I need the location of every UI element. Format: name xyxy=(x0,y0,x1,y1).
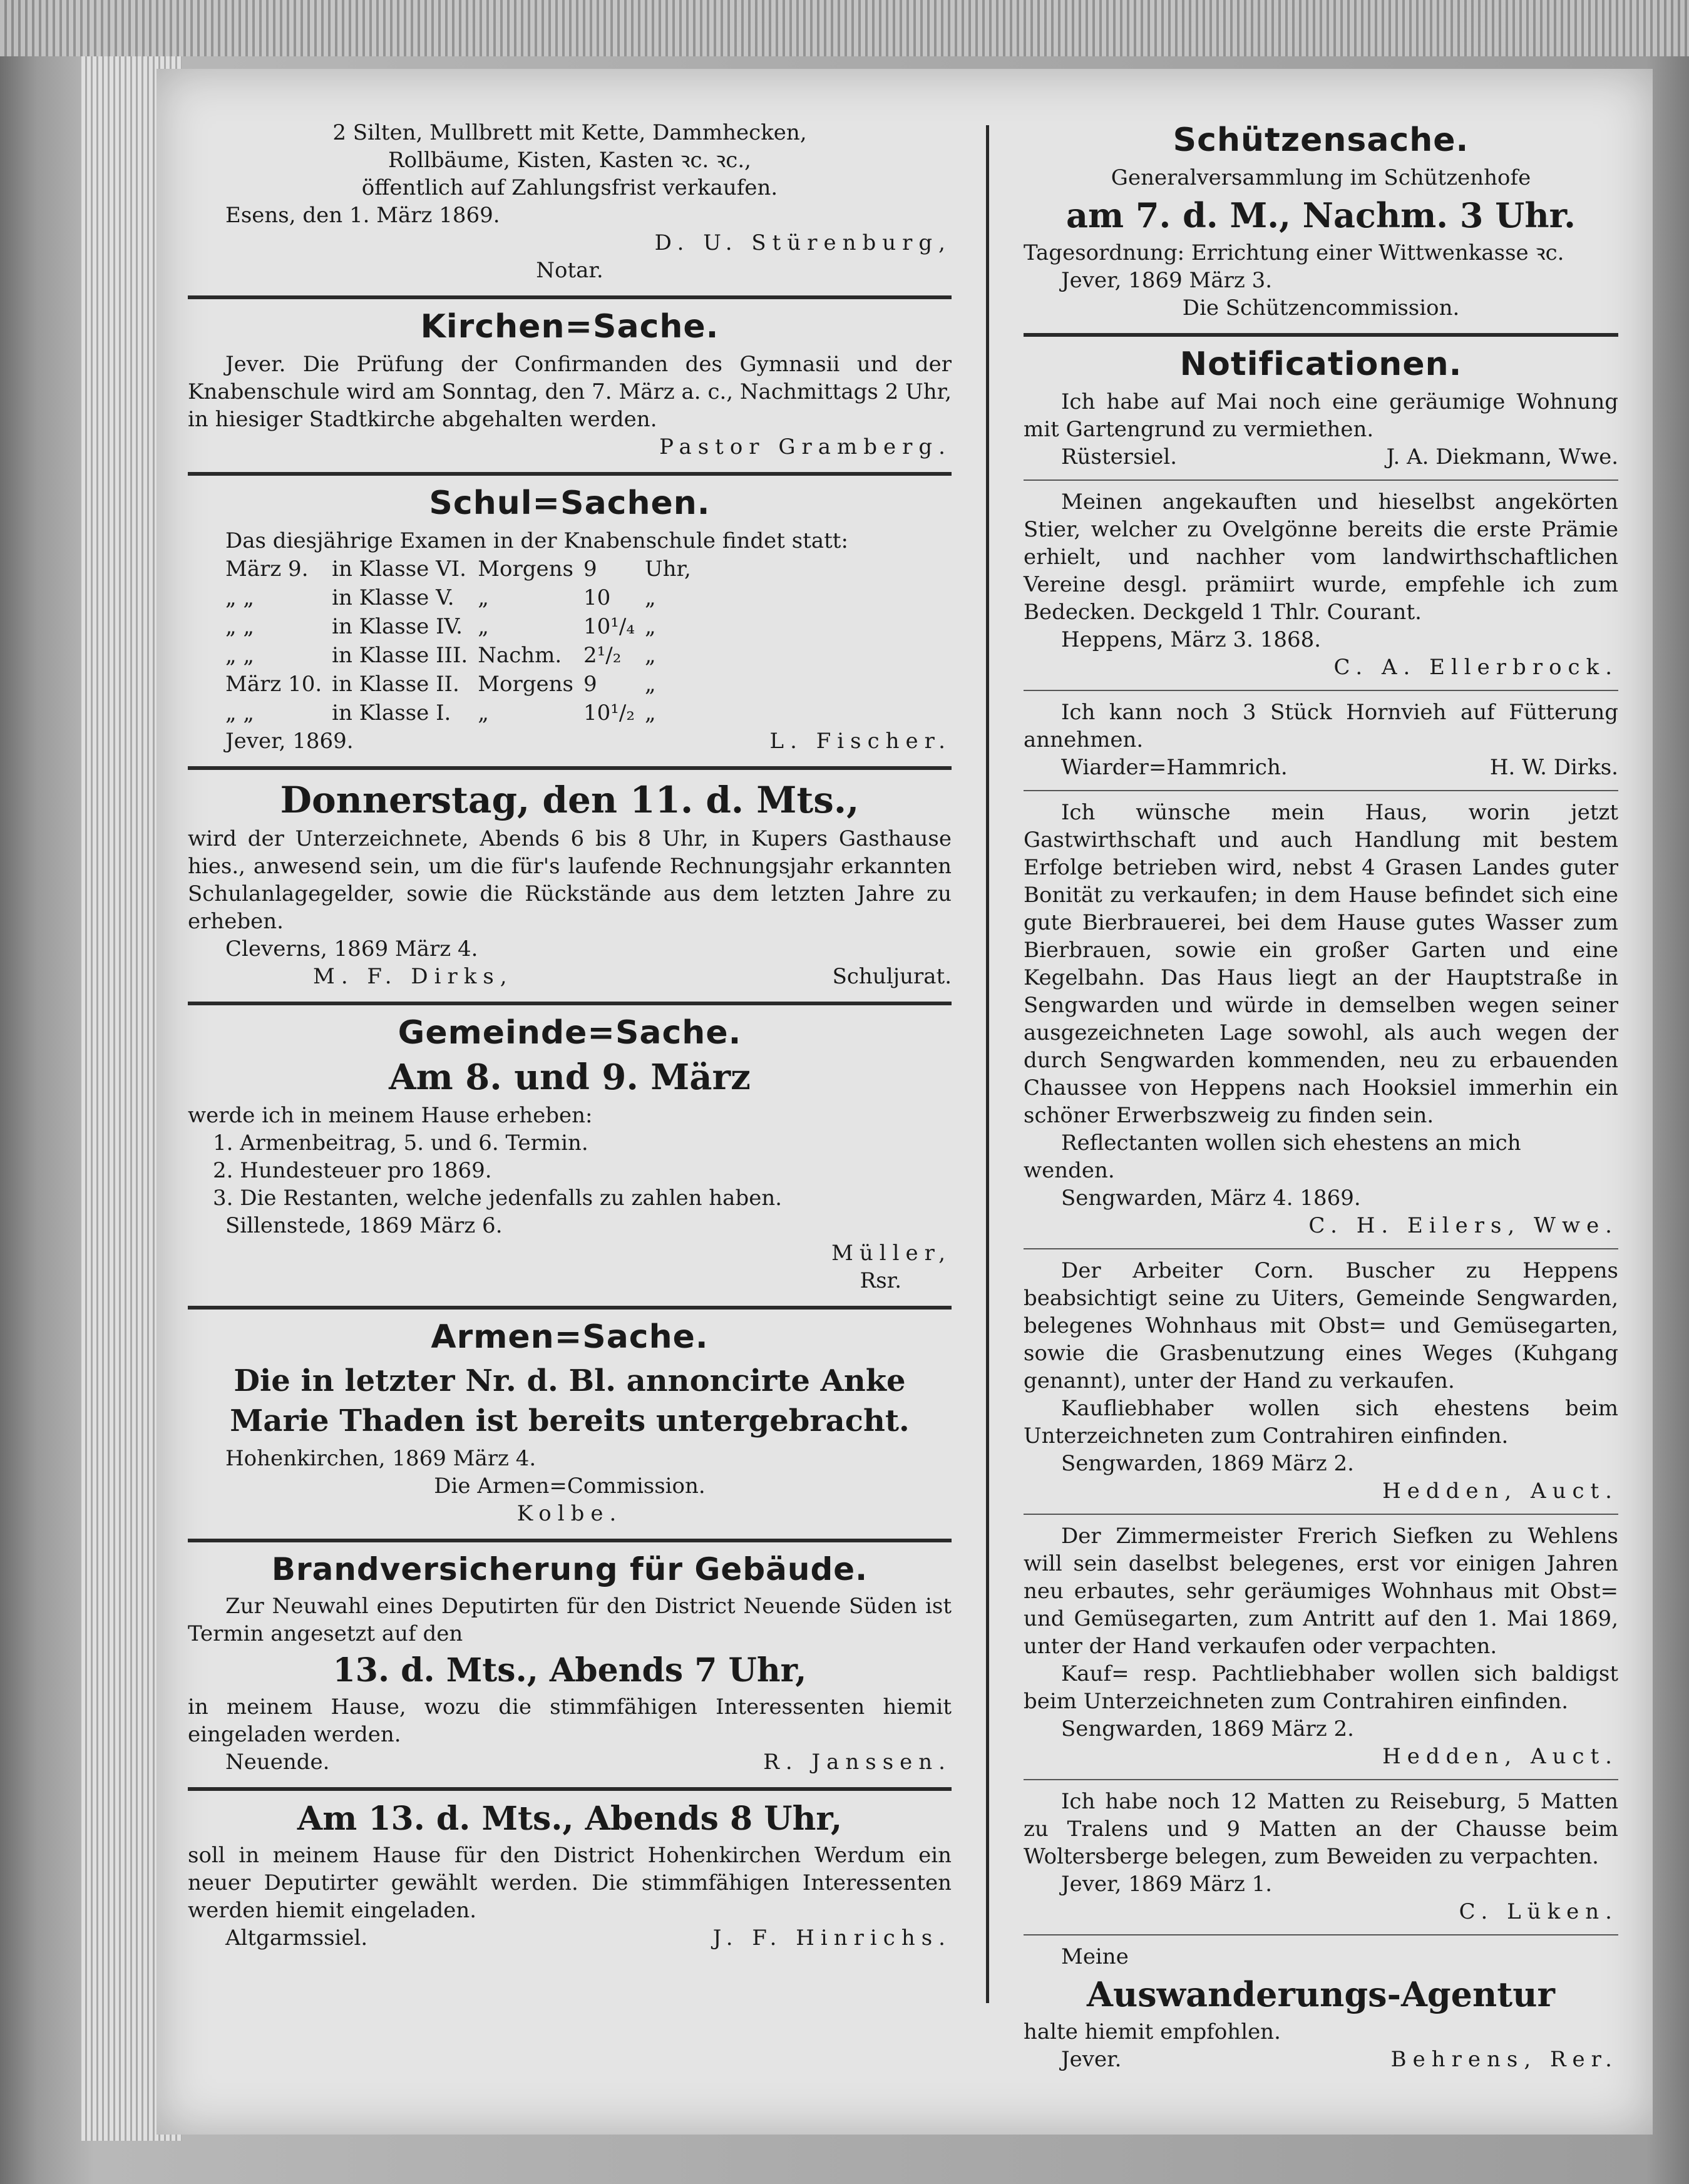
separator xyxy=(1024,1514,1618,1515)
am13-place: Altgarmssiel. xyxy=(225,1925,368,1951)
notif-signer: C. H. Eilers, Wwe. xyxy=(1308,1213,1618,1238)
notif-footer xyxy=(1024,2046,1618,2073)
schedule-cell: März 9. xyxy=(225,556,309,582)
donnerstag-text: wird der Unterzeichnete, Abends 6 bis 8 Uhr, in Kupers Gasthause hies., anwesend sein, um die für's laufende Rechnungsjahr erkannten Schulanlagegelder, sowie die Rückstände aus dem letzten Jahre zu erheben. xyxy=(188,826,952,934)
gemeinde-item: 1. Armenbeitrag, 5. und 6. Termin. xyxy=(213,1130,588,1156)
schuetzen-agenda: Tagesordnung: Errichtung einer Wittwenkasse ꝛc. xyxy=(1024,240,1564,265)
notif-footer xyxy=(1024,754,1618,781)
gemeinde-section xyxy=(188,1014,952,1295)
am13-big: Am 13. d. Mts., Abends 8 Uhr, xyxy=(297,1800,843,1838)
top-notice-date: Esens, den 1. März 1869. xyxy=(225,203,500,228)
schedule-cell: Morgens xyxy=(478,556,573,582)
donnerstag-date: Cleverns, 1869 März 4. xyxy=(225,936,478,961)
agentur-heading: Auswanderungs-Agentur xyxy=(1087,1974,1555,2014)
schul-signer: L. Fischer. xyxy=(769,729,952,754)
brand-big: 13. d. Mts., Abends 7 Uhr, xyxy=(332,1651,807,1689)
brand-footer xyxy=(188,1748,952,1776)
schedule-cell: „ xyxy=(478,585,489,610)
donnerstag-section xyxy=(188,779,952,990)
schedule-cell: 9 xyxy=(583,556,597,582)
schedule-cell: in Klasse VI. xyxy=(332,556,466,582)
gemeinde-date: Sillenstede, 1869 März 6. xyxy=(225,1213,503,1238)
schedule-cell: „ xyxy=(478,614,489,639)
notif-text: Meinen angekauften und hieselbst angekörten Stier, welcher zu Ovelgönne bereits die erste Prämie erhielt, und nachher vom landwirthschaftlichen Vereine desgl. prämiirt wurde, empfehle ich zum Bedecken. Deckgeld 1 Thlr. Courant. xyxy=(1024,490,1618,625)
armen-big: Die in letzter Nr. d. Bl. annoncirte Anke Marie Thaden ist bereits untergebracht. xyxy=(230,1363,910,1438)
top-notice xyxy=(188,119,952,284)
am13-footer xyxy=(188,1924,952,1952)
notif-place: Wiarder=Hammrich. xyxy=(1061,755,1288,780)
top-notice-line: öffentlich auf Zahlungsfrist verkaufen. xyxy=(361,175,778,200)
notif-date: Jever, 1869 März 1. xyxy=(1061,1872,1273,1897)
notif-text: Ich wünsche mein Haus, worin jetzt Gastwirthschaft und auch Handlung mit bestem Erfolge betrieben wird, nebst 4 Grasen Landes guter Bonität zu verkaufen; in dem Hause befindet sich eine gute Bierbrauerei, bei dem Hause gutes Wasser zum Bierbrauen, sowie ein großer Garten und eine Kegelbahn. Das Haus liegt an der Hauptstraße in Sengwarden und würde in demselben wegen seiner ausgezeichneten Lage sowohl, als auch wegen der durch Sengwarden kommenden, neu zu erbauenden Chaussee von Heppens nach Hooksiel immerhin ein schöner Erwerbszweig zu finden sein. xyxy=(1024,800,1618,1128)
gemeinde-role: Rsr. xyxy=(860,1268,901,1293)
schedule-cell: 10¹/₂ xyxy=(583,700,635,725)
schedule-cell: in Klasse II. xyxy=(332,672,459,697)
brand-heading: Brandversicherung für Gebäude. xyxy=(271,1551,868,1587)
notif-signer: Hedden, Auct. xyxy=(1382,1744,1618,1769)
armen-org: Die Armen=Commission. xyxy=(434,1474,706,1499)
schedule-cell: Morgens xyxy=(478,672,573,697)
notif-date: Heppens, März 3. 1868. xyxy=(1061,627,1322,652)
separator xyxy=(1024,333,1618,337)
brand-place: Neuende. xyxy=(225,1750,330,1775)
notif-place: Rüstersiel. xyxy=(1061,444,1178,469)
table-row xyxy=(225,699,701,727)
notif-text: Kaufliebhaber wollen sich ehestens beim Unterzeichneten zum Contrahiren einfinden. xyxy=(1024,1396,1618,1448)
notif-date: Sengwarden, 1869 März 2. xyxy=(1061,1716,1354,1741)
brand-text2: in meinem Hause, wozu die stimmfähigen Interessenten hiemit eingeladen werden. xyxy=(188,1694,952,1747)
schedule-cell: in Klasse III. xyxy=(332,643,468,668)
separator xyxy=(1024,790,1618,791)
armen-signer: Kolbe. xyxy=(516,1501,623,1526)
schuetzen-section xyxy=(1024,121,1618,322)
schedule-cell: „ xyxy=(644,672,656,697)
separator xyxy=(1024,479,1618,481)
schedule-cell: „ „ xyxy=(225,643,255,668)
schedule-cell: März 10. xyxy=(225,672,322,697)
notif-date: Sengwarden, 1869 März 2. xyxy=(1061,1451,1354,1476)
schedule-cell: Uhr, xyxy=(644,556,691,582)
book-top-edge xyxy=(0,0,1689,56)
notif-text: halte hiemit empfohlen. xyxy=(1024,2019,1281,2044)
schedule-cell: „ xyxy=(644,585,656,610)
kirchen-section xyxy=(188,308,952,461)
notif-text: Reflectanten wollen sich ehestens an mich wenden. xyxy=(1024,1130,1521,1183)
schedule-cell: 10¹/₄ xyxy=(583,614,635,639)
column-divider xyxy=(986,125,989,2003)
separator xyxy=(188,1306,952,1310)
kirchen-text: Jever. Die Prüfung der Confirmanden des Gymnasii und der Knabenschule wird am Sonntag, den 7. März a. c., Nachmittags 2 Uhr, in hiesiger Stadtkirche abgehalten werden. xyxy=(188,352,952,432)
top-notice-line: 2 Silten, Mullbrett mit Kette, Dammhecken, xyxy=(332,120,807,145)
separator xyxy=(1024,690,1618,691)
table-row xyxy=(225,555,701,583)
donnerstag-role: Schuljurat. xyxy=(832,964,952,989)
armen-date: Hohenkirchen, 1869 März 4. xyxy=(225,1446,536,1471)
notif-text: Ich kann noch 3 Stück Hornvieh auf Fütterung annehmen. xyxy=(1024,700,1618,752)
schedule-cell: in Klasse IV. xyxy=(332,614,463,639)
top-notice-role: Notar. xyxy=(536,258,603,283)
top-notice-line: Rollbäume, Kisten, Kasten ꝛc. ꝛc., xyxy=(388,148,751,173)
notif-text: Der Arbeiter Corn. Buscher zu Heppens beabsichtigt seine zu Uiters, Gemeinde Sengwarden, belegenes Wohnhaus mit Obst= und Gemüsegarten, sowie die Grasbenutzung eines Weges (Kuhgang genannt), unter der Hand zu verkaufen. xyxy=(1024,1258,1618,1393)
notif-section xyxy=(1024,346,1618,2073)
schedule-cell: „ „ xyxy=(225,614,255,639)
separator xyxy=(188,295,952,299)
notif-text: Kauf= resp. Pachtliebhaber wollen sich baldigst beim Unterzeichneten zum Contrahiren einfinden. xyxy=(1024,1661,1618,1714)
notif-signer: C. Lüken. xyxy=(1459,1899,1618,1924)
separator xyxy=(1024,1248,1618,1249)
schedule-cell: Nachm. xyxy=(478,643,562,668)
gemeinde-heading: Gemeinde=Sache. xyxy=(398,1014,742,1052)
separator xyxy=(188,472,952,476)
top-notice-signer: D. U. Stürenburg, xyxy=(654,230,952,255)
notif-signer: J. A. Diekmann, Wwe. xyxy=(1386,444,1618,469)
separator xyxy=(1024,1779,1618,1780)
notif-footer xyxy=(1024,443,1618,471)
kirchen-heading: Kirchen=Sache. xyxy=(420,308,719,346)
table-row xyxy=(225,670,701,699)
table-row xyxy=(225,612,701,641)
right-column xyxy=(1024,119,1618,2073)
schul-place: Jever, 1869. xyxy=(225,729,354,754)
brand-text: Zur Neuwahl eines Deputirten für den District Neuende Süden ist Termin angesetzt auf den xyxy=(188,1594,952,1646)
schedule-cell: „ „ xyxy=(225,585,255,610)
schedule-cell: in Klasse I. xyxy=(332,700,451,725)
separator xyxy=(188,1002,952,1005)
kirchen-signer: Pastor Gramberg. xyxy=(659,434,952,459)
armen-section xyxy=(188,1318,952,1527)
schedule-cell: „ xyxy=(644,700,656,725)
notif-signer: Behrens, Rer. xyxy=(1390,2047,1618,2072)
schul-intro: Das diesjährige Examen in der Knabenschule findet statt: xyxy=(225,528,848,553)
schuetzen-sub: Generalversammlung im Schützenhofe xyxy=(1111,165,1531,190)
separator xyxy=(188,1539,952,1542)
am13-text: soll in meinem Hause für den District Hohenkirchen Werdum ein neuer Deputirter gewählt werden. Die stimmfähigen Interessenten werden hiemit eingeladen. xyxy=(188,1843,952,1923)
schedule-cell: in Klasse V. xyxy=(332,585,454,610)
schedule-cell: 10 xyxy=(583,585,611,610)
notif-text: Ich habe auf Mai noch eine geräumige Wohnung mit Gartengrund zu vermiethen. xyxy=(1024,389,1618,442)
notif-signer: C. A. Ellerbrock. xyxy=(1333,655,1618,680)
schedule-cell: 2¹/₂ xyxy=(583,643,622,668)
separator xyxy=(188,766,952,770)
donnerstag-footer xyxy=(188,963,952,990)
gemeinde-signer: Müller, xyxy=(831,1241,952,1266)
brand-section xyxy=(188,1551,952,1776)
notif-text: Der Zimmermeister Frerich Siefken zu Wehlens will sein daselbst belegenes, erst vor einigen Jahren neu erbautes, sehr geräumiges Wohnhaus mit Obst= und Gemüsegarten, zum Antritt auf den 1. Mai 1869, unter der Hand verkaufen oder verpachten. xyxy=(1024,1524,1618,1659)
separator xyxy=(188,1787,952,1791)
armen-heading: Armen=Sache. xyxy=(431,1318,709,1356)
gemeinde-item: 2. Hundesteuer pro 1869. xyxy=(213,1158,492,1183)
gemeinde-item: 3. Die Restanten, welche jedenfalls zu zahlen haben. xyxy=(213,1186,783,1211)
schedule-cell: „ xyxy=(644,614,656,639)
schuetzen-date: Jever, 1869 März 3. xyxy=(1061,268,1273,293)
notif-date: Sengwarden, März 4. 1869. xyxy=(1061,1186,1361,1211)
schuetzen-heading: Schützensache. xyxy=(1173,121,1469,159)
schul-section xyxy=(188,484,952,755)
schedule-cell: „ „ xyxy=(225,700,255,725)
table-row xyxy=(225,641,701,670)
schedule-cell: 9 xyxy=(583,672,597,697)
schul-heading: Schul=Sachen. xyxy=(429,484,711,522)
notif-text: Ich habe noch 12 Matten zu Reiseburg, 5 Matten zu Tralens und 9 Matten an der Chausse beim Woltersberge belegen, zum Beweiden zu verpachten. xyxy=(1024,1789,1618,1869)
schul-footer xyxy=(188,727,952,755)
schuetzen-big: am 7. d. M., Nachm. 3 Uhr. xyxy=(1066,195,1576,235)
donnerstag-heading: Donnerstag, den 11. d. Mts., xyxy=(280,779,860,821)
separator xyxy=(1024,1934,1618,1935)
gemeinde-intro: werde ich in meinem Hause erheben: xyxy=(188,1103,593,1128)
gemeinde-big: Am 8. und 9. März xyxy=(389,1057,751,1098)
table-row xyxy=(225,583,701,612)
donnerstag-signer: M. F. Dirks, xyxy=(313,964,513,989)
notif-text: Meine xyxy=(1061,1944,1129,1969)
schedule-cell: „ xyxy=(478,700,489,725)
am13-signer: J. F. Hinrichs. xyxy=(712,1925,952,1951)
left-column xyxy=(188,119,952,1952)
schuetzen-signer: Die Schützencommission. xyxy=(1182,295,1460,320)
notif-signer: H. W. Dirks. xyxy=(1489,755,1618,780)
notif-signer: Hedden, Auct. xyxy=(1382,1479,1618,1504)
notif-heading: Notificationen. xyxy=(1179,346,1462,383)
schedule-cell: „ xyxy=(644,643,656,668)
exam-schedule-table xyxy=(225,555,701,727)
am13-section xyxy=(188,1800,952,1952)
notif-place: Jever. xyxy=(1061,2047,1122,2072)
brand-signer: R. Janssen. xyxy=(763,1750,952,1775)
